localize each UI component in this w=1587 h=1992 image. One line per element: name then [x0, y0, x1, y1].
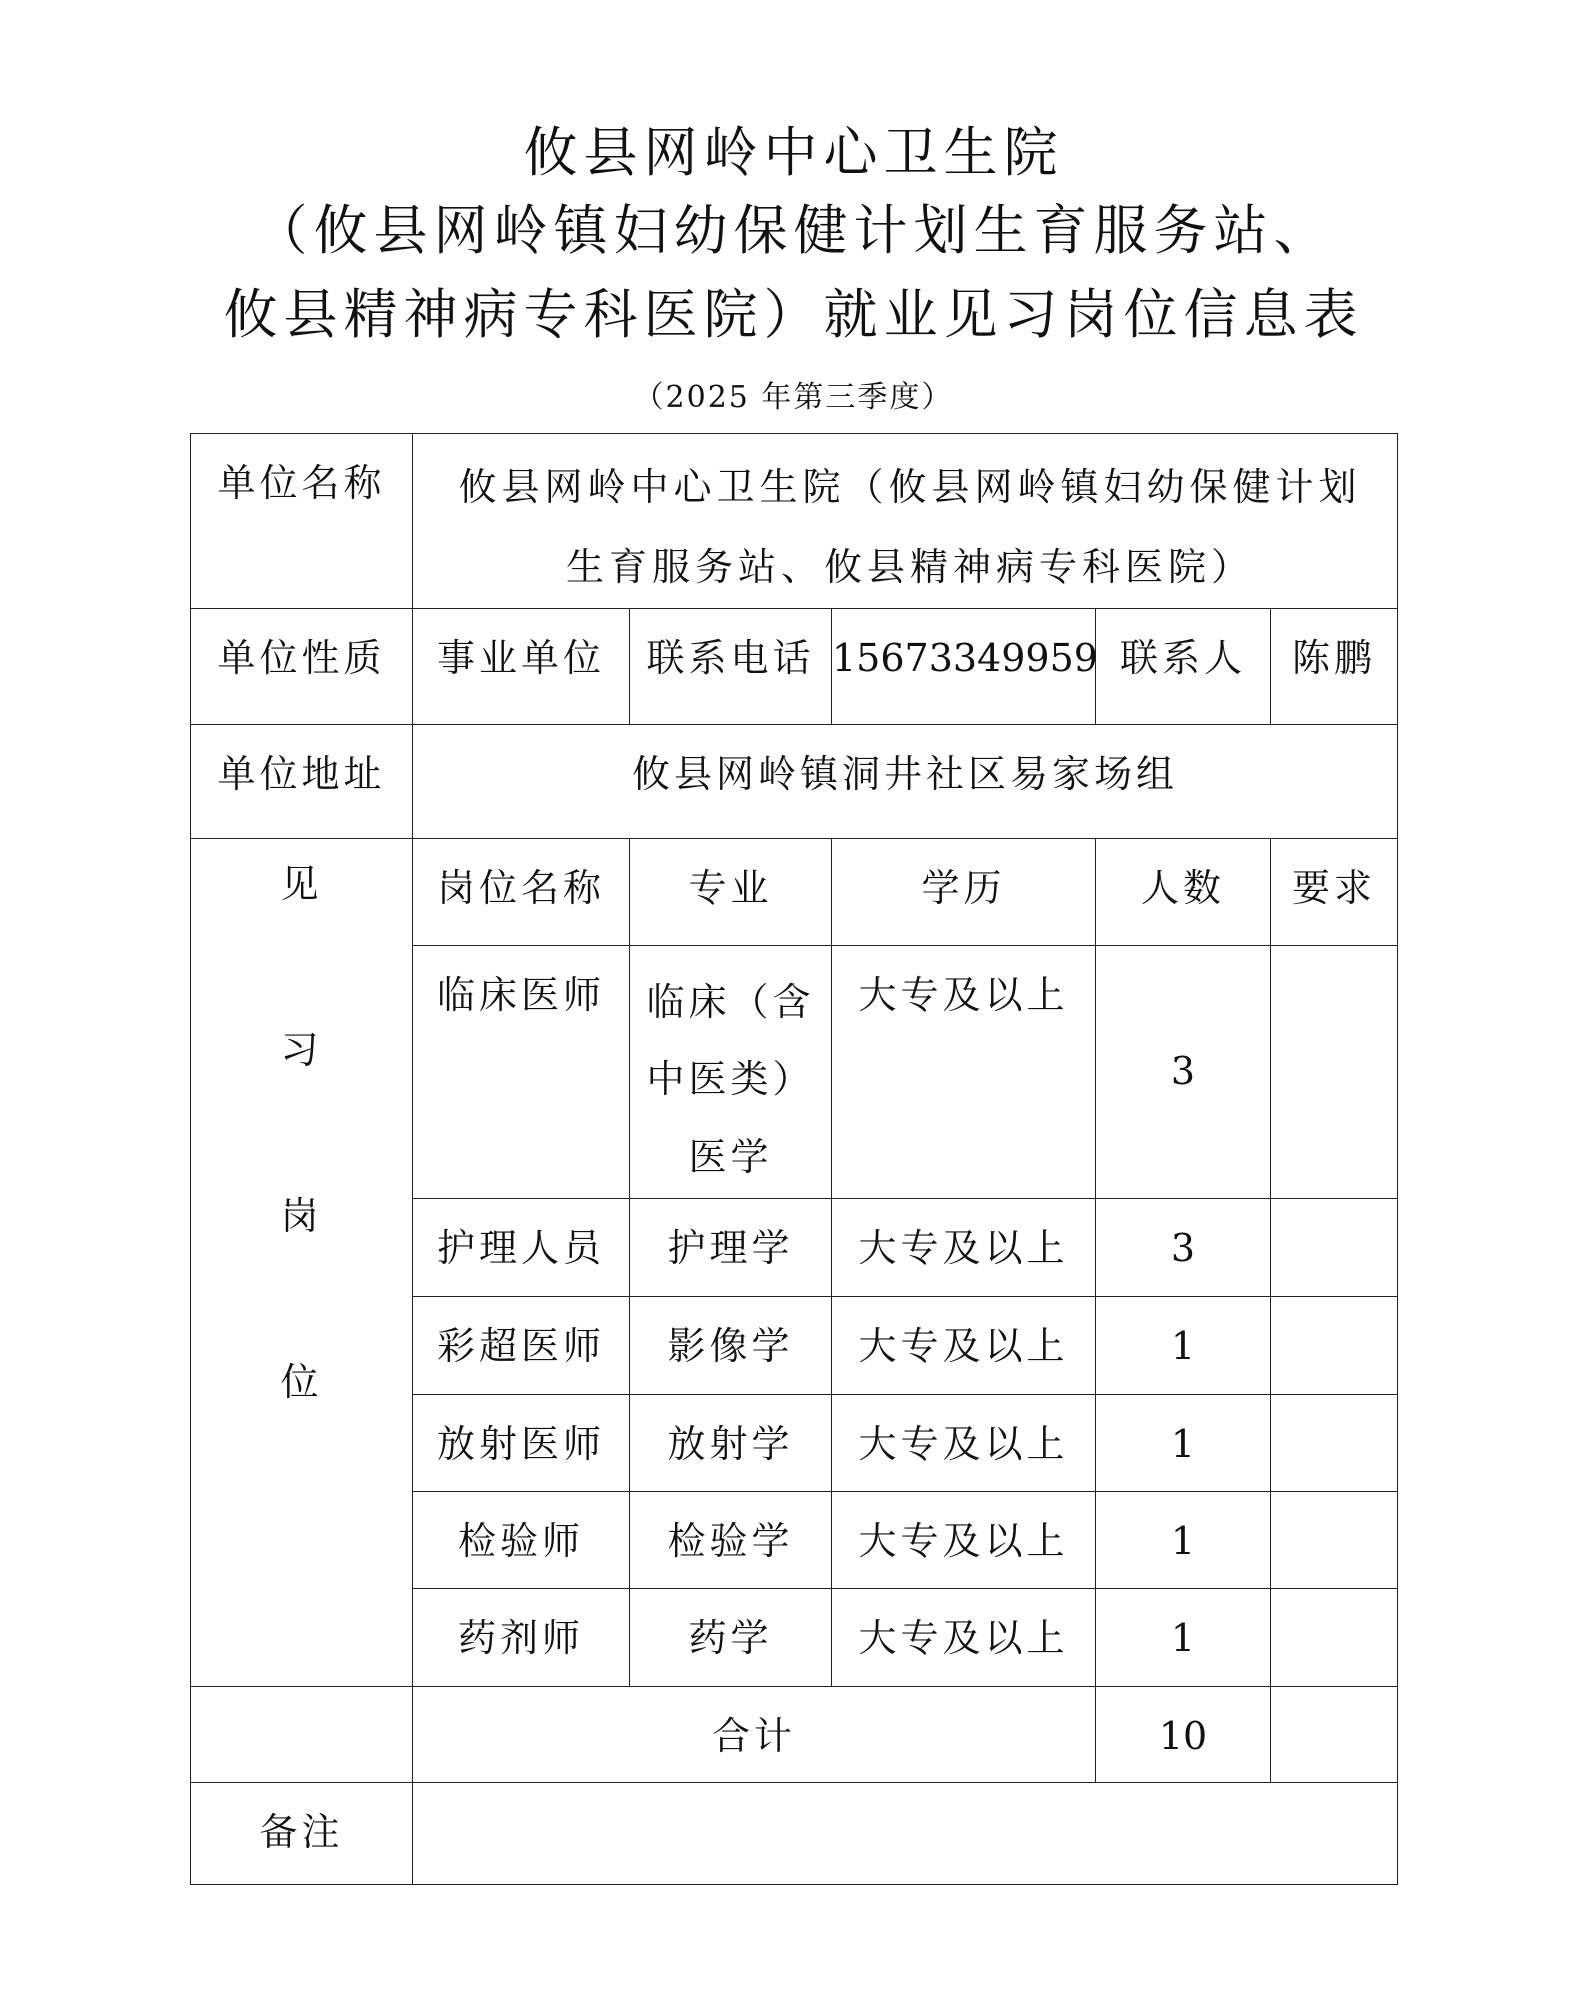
- position-count: 1: [1096, 1588, 1271, 1686]
- side-label-char: 习: [280, 1027, 323, 1072]
- position-name: 彩超医师: [413, 1296, 630, 1394]
- position-major: 放射学: [630, 1394, 832, 1491]
- position-name: 临床医师: [413, 945, 630, 1198]
- remarks-label: 备注: [191, 1782, 413, 1884]
- position-name: 检验师: [413, 1491, 630, 1588]
- page-title-line3: 攸县精神病专科医院）就业见习岗位信息表: [223, 283, 1364, 346]
- position-major: 药学: [630, 1588, 832, 1686]
- header-position-name: 岗位名称: [413, 838, 630, 945]
- header-count: 人数: [1096, 838, 1271, 945]
- position-major: 影像学: [630, 1296, 832, 1394]
- side-label-char: 岗: [280, 1193, 323, 1238]
- position-requirement: [1271, 1394, 1398, 1491]
- position-education: 大专及以上: [832, 1588, 1096, 1686]
- unit-name-value: 攸县网岭中心卫生院（攸县网岭镇妇幼保健计划生育服务站、攸县精神病专科医院）: [413, 434, 1398, 609]
- page-title-line1: 攸县网岭中心卫生院: [523, 121, 1064, 184]
- total-value: 10: [1096, 1686, 1271, 1782]
- position-name: 护理人员: [413, 1198, 630, 1296]
- phone-label: 联系电话: [630, 608, 832, 724]
- position-count: 1: [1096, 1296, 1271, 1394]
- position-requirement: [1271, 945, 1398, 1198]
- position-requirement: [1271, 1296, 1398, 1394]
- remarks-row: [191, 1782, 1398, 1884]
- unit-nature-label: 单位性质: [191, 608, 413, 724]
- position-education: 大专及以上: [832, 1296, 1096, 1394]
- header-requirement: 要求: [1271, 838, 1398, 945]
- unit-name-label: 单位名称: [191, 434, 413, 609]
- position-major: 护理学: [630, 1198, 832, 1296]
- position-education: 大专及以上: [832, 945, 1096, 1198]
- unit-nature-value: 事业单位: [413, 608, 630, 724]
- position-count: 3: [1096, 945, 1271, 1198]
- contact-label: 联系人: [1096, 608, 1271, 724]
- position-name: 药剂师: [413, 1588, 630, 1686]
- header-major: 专业: [630, 838, 832, 945]
- position-count: 1: [1096, 1394, 1271, 1491]
- address-value: 攸县网岭镇洞井社区易家场组: [413, 724, 1398, 838]
- total-row: [191, 1686, 1398, 1782]
- remarks-value: [413, 1782, 1398, 1884]
- address-label: 单位地址: [191, 724, 413, 838]
- subtitle-quarter: （2025 年第三季度）: [633, 380, 954, 415]
- side-label-char: 位: [280, 1359, 323, 1404]
- position-requirement: [1271, 1198, 1398, 1296]
- position-count: 3: [1096, 1198, 1271, 1296]
- total-requirement-blank: [1271, 1686, 1398, 1782]
- header-education: 学历: [832, 838, 1096, 945]
- position-requirement: [1271, 1588, 1398, 1686]
- position-education: 大专及以上: [832, 1491, 1096, 1588]
- contact-value: 陈鹏: [1271, 608, 1398, 724]
- internship-positions-side-label: [191, 838, 413, 1686]
- position-education: 大专及以上: [832, 1198, 1096, 1296]
- side-label-char: 见: [280, 861, 323, 906]
- position-education: 大专及以上: [832, 1394, 1096, 1491]
- total-blank-cell: [191, 1686, 413, 1782]
- page-title-line2: （攸县网岭镇妇幼保健计划生育服务站、: [253, 199, 1334, 262]
- position-requirement: [1271, 1491, 1398, 1588]
- position-major: 检验学: [630, 1491, 832, 1588]
- position-major: 临床（含中医类）医学: [630, 945, 832, 1198]
- position-count: 1: [1096, 1491, 1271, 1588]
- phone-value: 15673349959: [832, 608, 1096, 724]
- position-info-table: [190, 433, 1398, 1885]
- position-name: 放射医师: [413, 1394, 630, 1491]
- total-label: 合计: [413, 1686, 1096, 1782]
